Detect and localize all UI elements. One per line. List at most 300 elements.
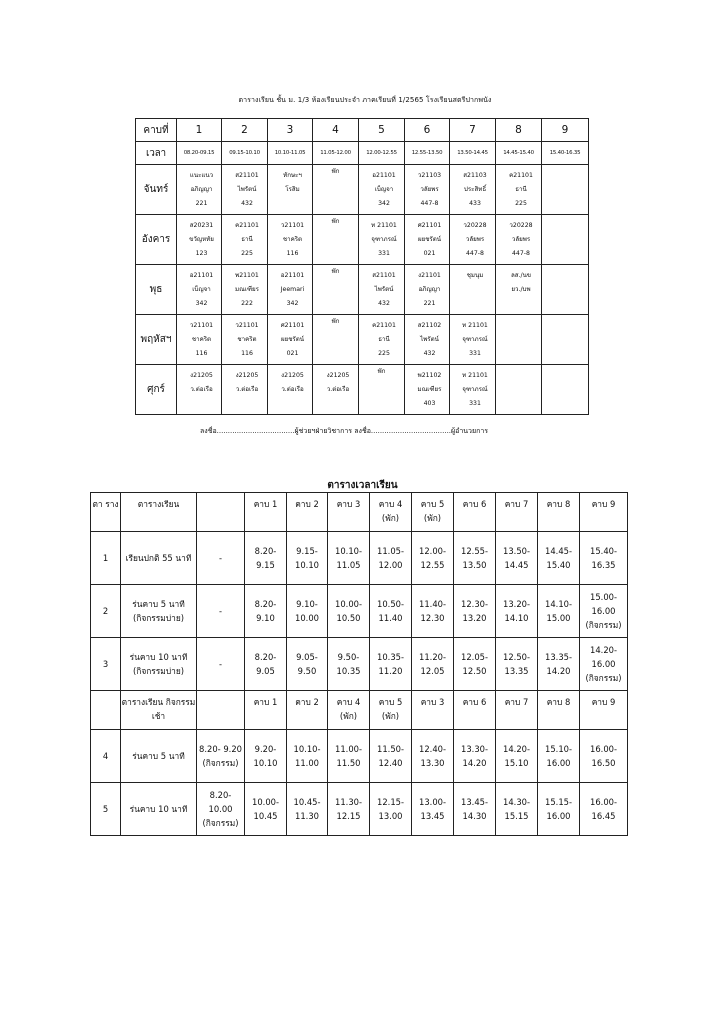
class-cell xyxy=(450,165,496,215)
room-number: 432 xyxy=(423,349,436,357)
period-header: คาบ 4 (พัก) xyxy=(370,493,412,532)
period-time-range: 12.40- 13.30 xyxy=(412,730,454,783)
teacher-name: เบ็ญจา xyxy=(192,285,211,293)
period-time-range: 13.20- 14.10 xyxy=(496,585,538,638)
schedule-type: ร่นคาบ 10 นาที (กิจกรรมบ่าย) xyxy=(121,638,197,691)
class-cell xyxy=(450,315,496,365)
period-time-range: 12.30- 13.20 xyxy=(454,585,496,638)
subject-code: พัก xyxy=(331,318,340,325)
subject-code: พัก xyxy=(331,268,340,275)
period-time: 10.10-11.05 xyxy=(268,142,313,165)
period-label: คาบที่ xyxy=(136,119,177,142)
teacher-name: ธานี xyxy=(241,235,253,243)
period-header: คาบ 7 xyxy=(496,493,538,532)
period-header: คาบ 1 xyxy=(245,493,287,532)
subject-code: ว21101 xyxy=(235,321,259,329)
period-time-range: 14.30- 15.15 xyxy=(496,783,538,836)
teacher-name: Jeemari xyxy=(280,285,305,293)
period-time-range: 9.50- 10.35 xyxy=(328,638,370,691)
teacher-name: วลัยพร xyxy=(465,235,485,243)
schedule-header-row xyxy=(91,493,628,532)
class-cell xyxy=(359,265,405,315)
room-number: 342 xyxy=(286,299,299,307)
subject-code: พัก xyxy=(331,218,340,225)
period-header: คาบ 8 xyxy=(538,691,580,730)
class-cell xyxy=(450,215,496,265)
room-number xyxy=(501,297,541,311)
room-number: 342 xyxy=(195,299,208,307)
period-time-range: 10.45- 11.30 xyxy=(287,783,328,836)
class-cell xyxy=(405,265,450,315)
teacher-name: มณเฑียร xyxy=(417,385,442,393)
class-cell xyxy=(542,315,589,365)
room-number: 225 xyxy=(515,199,527,207)
class-cell xyxy=(496,365,542,415)
subject-code xyxy=(547,219,588,233)
morning-activity-time: - xyxy=(197,532,245,585)
class-cell xyxy=(177,165,222,215)
room-number: 447-8 xyxy=(512,249,530,257)
teacher-name: ว.ต่อเรือ xyxy=(326,385,350,393)
period-number: 9 xyxy=(542,119,589,142)
period-time-range: 12.05- 12.50 xyxy=(454,638,496,691)
subject-code: ง21205 xyxy=(190,371,213,379)
room-number xyxy=(501,347,541,361)
period-time-range: 15.15- 16.00 xyxy=(538,783,580,836)
teacher-name: ธานี xyxy=(378,335,390,343)
period-header: คาบ 3 xyxy=(412,691,454,730)
period-time: 12.55-13.50 xyxy=(405,142,450,165)
subject-code: พ21101 xyxy=(235,271,259,279)
period-number: 8 xyxy=(496,119,542,142)
room-number: 116 xyxy=(195,349,208,357)
room-number: 221 xyxy=(195,199,208,207)
period-number: 3 xyxy=(268,119,313,142)
period-time-range: 9.15- 10.10 xyxy=(287,532,328,585)
teacher-name: ไพรัตน์ xyxy=(420,335,439,343)
class-cell xyxy=(450,365,496,415)
period-time-range: 10.10- 11.05 xyxy=(328,532,370,585)
period-time-range: 9.10- 10.00 xyxy=(287,585,328,638)
subject-code: ง21101 xyxy=(418,271,441,279)
period-time-range: 14.20- 16.00 (กิจกรรม) xyxy=(580,638,628,691)
period-time-range: 12.15- 13.00 xyxy=(370,783,412,836)
subject-code: ทักษะฯ xyxy=(283,171,302,179)
class-cell xyxy=(496,315,542,365)
subject-code: ส21101 xyxy=(235,171,259,179)
class-cell xyxy=(496,165,542,215)
period-header: คาบ 7 xyxy=(496,691,538,730)
schedule-type: เรียนปกติ 55 นาที xyxy=(121,532,197,585)
room-number xyxy=(313,343,358,357)
teacher-name: ว.ต่อเรือ xyxy=(281,385,304,393)
signature-line: ลงชื่อ...................................ผู้ช่วยฯฝ่ายวิชาการ ลงชื่อ....................................ผู้อำนวยการ xyxy=(200,427,489,435)
room-number xyxy=(501,397,541,411)
schedule-no-header: ตา ราง xyxy=(91,493,121,532)
room-number xyxy=(273,197,312,211)
teacher-name xyxy=(313,279,358,293)
teacher-name xyxy=(547,283,588,297)
teacher-name: ชาคริต xyxy=(237,335,257,343)
room-number xyxy=(313,243,358,257)
teacher-name: จุฑาภรณ์ xyxy=(371,235,397,243)
teacher-name: ไพรัตน์ xyxy=(374,285,394,293)
schedule-type-header: ตารางเรียน xyxy=(121,493,197,532)
room-number: 221 xyxy=(423,299,436,307)
class-cell xyxy=(542,265,589,315)
subject-code xyxy=(501,319,541,333)
room-number xyxy=(547,347,588,361)
class-cell xyxy=(496,215,542,265)
class-cell xyxy=(177,365,222,415)
subject-code xyxy=(547,269,588,283)
room-number: 123 xyxy=(195,249,208,257)
blank-cell xyxy=(91,691,121,730)
subject-code: อ21101 xyxy=(280,271,305,279)
teacher-name: ชาคริต xyxy=(191,335,212,343)
period-time-range: 14.20- 15.10 xyxy=(496,730,538,783)
room-number: 403 xyxy=(423,399,436,407)
subject-code: พัก xyxy=(377,368,386,375)
period-number: 7 xyxy=(450,119,496,142)
room-number: 342 xyxy=(378,199,390,207)
schedule-row xyxy=(91,532,628,585)
period-time: 12.00-12.55 xyxy=(359,142,405,165)
period-time-range: 11.30- 12.15 xyxy=(328,783,370,836)
period-time-range: 9.20- 10.10 xyxy=(245,730,287,783)
teacher-name: มณเฑียร xyxy=(234,285,260,293)
room-number: 433 xyxy=(469,199,481,207)
subject-code: ง21205 xyxy=(326,371,350,379)
period-number: 1 xyxy=(177,119,222,142)
schedule-type: ร่นคาบ 10 นาที xyxy=(121,783,197,836)
schedule-type-header: ตารางเรียน กิจกรรมเช้า xyxy=(121,691,197,730)
room-number xyxy=(547,297,588,311)
class-cell xyxy=(222,365,268,415)
subject-code: ท 21101 xyxy=(462,321,488,329)
class-cell xyxy=(405,315,450,365)
day-name: อังคาร xyxy=(136,215,177,265)
subject-code: ส21102 xyxy=(417,321,442,329)
subject-code: อ21101 xyxy=(189,271,214,279)
period-time-range: 13.30- 14.20 xyxy=(454,730,496,783)
day-name: ศุกร์ xyxy=(136,365,177,415)
class-timetable xyxy=(135,118,589,415)
period-header: คาบ 2 xyxy=(287,493,328,532)
blank-cell xyxy=(197,691,245,730)
teacher-name: ผยชรัตน์ xyxy=(280,335,305,343)
period-time-range: 8.20- 9.05 xyxy=(245,638,287,691)
schedule-number: 5 xyxy=(91,783,121,836)
subject-code: ส21101 xyxy=(372,271,396,279)
subject-code: พ21102 xyxy=(417,371,442,379)
time-row xyxy=(136,142,589,165)
teacher-name xyxy=(547,183,588,197)
class-cell xyxy=(313,265,359,315)
period-time: 13.50-14.45 xyxy=(450,142,496,165)
teacher-name xyxy=(501,333,541,347)
class-cell xyxy=(405,165,450,215)
period-time-range: 8.20- 9.10 xyxy=(245,585,287,638)
day-row xyxy=(136,165,589,215)
subject-code: ลส./นข xyxy=(510,271,532,279)
period-time: 08.20-09.15 xyxy=(177,142,222,165)
schedule-number: 2 xyxy=(91,585,121,638)
room-number xyxy=(359,393,404,407)
period-time-range: 8.20- 9.15 xyxy=(245,532,287,585)
subject-code: ท 21101 xyxy=(462,371,488,379)
room-number xyxy=(455,297,495,311)
period-header: คาบ 5 (พัก) xyxy=(370,691,412,730)
period-header: คาบ 6 xyxy=(454,493,496,532)
teacher-name xyxy=(547,383,588,397)
day-row xyxy=(136,215,589,265)
period-header: คาบ 8 xyxy=(538,493,580,532)
period-number: 4 xyxy=(313,119,359,142)
teacher-name: วลัยพร xyxy=(511,235,531,243)
class-cell xyxy=(313,165,359,215)
room-number: 447-8 xyxy=(466,249,484,257)
class-cell xyxy=(405,215,450,265)
room-number: 225 xyxy=(241,249,253,257)
subject-code: ว20228 xyxy=(463,221,487,229)
class-cell xyxy=(313,365,359,415)
teacher-name: ไพรัตน์ xyxy=(237,185,257,193)
teacher-name: ชาคริต xyxy=(282,235,303,243)
room-number: 021 xyxy=(423,249,436,257)
period-time-range: 10.00- 10.50 xyxy=(328,585,370,638)
period-header: คาบ 9 xyxy=(580,691,628,730)
room-number: 116 xyxy=(241,349,253,357)
class-cell xyxy=(359,215,405,265)
room-number xyxy=(547,247,588,261)
period-time: 14.45-15.40 xyxy=(496,142,542,165)
teacher-name xyxy=(455,283,495,297)
day-row xyxy=(136,265,589,315)
room-number: 116 xyxy=(286,249,299,257)
subject-code: ศ21101 xyxy=(417,221,442,229)
period-time-range: 12.50- 13.35 xyxy=(496,638,538,691)
schedule-number: 3 xyxy=(91,638,121,691)
teacher-name: อภิญญา xyxy=(190,185,213,193)
day-row xyxy=(136,315,589,365)
schedule-row xyxy=(91,638,628,691)
room-number: 432 xyxy=(378,299,390,307)
teacher-name xyxy=(547,233,588,247)
period-time-range: 10.00- 10.45 xyxy=(245,783,287,836)
day-name: พุธ xyxy=(136,265,177,315)
teacher-name: ว.ต่อเรือ xyxy=(190,385,213,393)
schedule-row xyxy=(91,783,628,836)
room-number xyxy=(547,397,588,411)
period-time: 15.40-16.35 xyxy=(542,142,589,165)
room-number: 021 xyxy=(286,349,299,357)
room-number xyxy=(313,293,358,307)
period-time-range: 15.10- 16.00 xyxy=(538,730,580,783)
period-time-range: 10.50- 11.40 xyxy=(370,585,412,638)
day-name: จันทร์ xyxy=(136,165,177,215)
period-time-range: 11.40- 12.30 xyxy=(412,585,454,638)
room-number: 331 xyxy=(378,249,390,257)
subject-code: ว21101 xyxy=(280,221,305,229)
schedule-type: ร่นคาบ 5 นาที xyxy=(121,730,197,783)
period-time-range: 12.00- 12.55 xyxy=(412,532,454,585)
teacher-name: ธานี xyxy=(515,185,527,193)
period-time-range: 13.35- 14.20 xyxy=(538,638,580,691)
morning-activity-time: 8.20- 10.00 (กิจกรรม) xyxy=(197,783,245,836)
class-cell xyxy=(222,165,268,215)
subject-code xyxy=(547,169,588,183)
teacher-name: โรสิม xyxy=(285,185,300,193)
class-cell xyxy=(222,215,268,265)
class-cell xyxy=(542,365,589,415)
class-cell xyxy=(268,165,313,215)
teacher-name xyxy=(501,383,541,397)
period-time-range: 9.05- 9.50 xyxy=(287,638,328,691)
day-row xyxy=(136,365,589,415)
room-number: 225 xyxy=(378,349,390,357)
period-time: 11.05-12.00 xyxy=(313,142,359,165)
schedule-type: ร่นคาบ 5 นาที (กิจกรรมบ่าย) xyxy=(121,585,197,638)
period-time-range: 12.55- 13.50 xyxy=(454,532,496,585)
room-number: 331 xyxy=(469,349,481,357)
subject-code xyxy=(547,369,588,383)
subject-code: ง21205 xyxy=(281,371,304,379)
room-number xyxy=(313,193,358,207)
period-time-range: 16.00- 16.45 xyxy=(580,783,628,836)
teacher-name: เบ็ญจา xyxy=(374,185,394,193)
subject-code: ง21205 xyxy=(235,371,259,379)
schedule-row xyxy=(91,585,628,638)
class-cell xyxy=(313,315,359,365)
period-header: คาบ 2 xyxy=(287,691,328,730)
period-time-range: 14.45- 15.40 xyxy=(538,532,580,585)
room-number xyxy=(273,397,312,411)
class-cell xyxy=(177,315,222,365)
period-time-range: 15.40- 16.35 xyxy=(580,532,628,585)
period-header: คาบ 9 xyxy=(580,493,628,532)
subject-code: พัก xyxy=(331,168,340,175)
schedule-number: 1 xyxy=(91,532,121,585)
room-number xyxy=(547,197,588,211)
class-cell xyxy=(222,265,268,315)
class-cell xyxy=(542,215,589,265)
class-cell xyxy=(542,165,589,215)
class-cell xyxy=(313,215,359,265)
subject-code: ว21103 xyxy=(417,171,442,179)
period-header: คาบ 3 xyxy=(328,493,370,532)
subject-code: ศ21101 xyxy=(280,321,305,329)
period-time-range: 11.05- 12.00 xyxy=(370,532,412,585)
teacher-name: ยว./บพ xyxy=(511,285,531,293)
period-time-range: 14.10- 15.00 xyxy=(538,585,580,638)
class-cell xyxy=(359,315,405,365)
time-label: เวลา xyxy=(136,142,177,165)
period-number: 5 xyxy=(359,119,405,142)
subject-code: ค21101 xyxy=(372,321,396,329)
teacher-name: ประสิทธิ์ xyxy=(463,185,487,193)
subject-code: ค21101 xyxy=(235,221,259,229)
teacher-name: จุฑาภรณ์ xyxy=(462,335,488,343)
period-time-range: 13.50- 14.45 xyxy=(496,532,538,585)
schedule-row xyxy=(91,730,628,783)
teacher-name: วลัยพร xyxy=(420,185,439,193)
period-header-row xyxy=(136,119,589,142)
timetable2-title: ตารางเวลาเรียน xyxy=(327,480,398,491)
subject-code: แนะแนว xyxy=(189,171,214,179)
subject-code: ท 21101 xyxy=(371,221,397,229)
teacher-name xyxy=(547,333,588,347)
period-header: คาบ 6 xyxy=(454,691,496,730)
room-number xyxy=(227,397,267,411)
period-header: คาบ 5 (พัก) xyxy=(412,493,454,532)
period-time-range: 11.20- 12.05 xyxy=(412,638,454,691)
morning-schedule-header-row xyxy=(91,691,628,730)
room-number: 331 xyxy=(469,399,481,407)
subject-code xyxy=(547,319,588,333)
class-cell xyxy=(268,315,313,365)
teacher-name: จุฑาภรณ์ xyxy=(462,385,488,393)
period-time-range: 15.00- 16.00 (กิจกรรม) xyxy=(580,585,628,638)
period-time-range: 13.00- 13.45 xyxy=(412,783,454,836)
period-time-range: 10.10- 11.00 xyxy=(287,730,328,783)
teacher-name xyxy=(313,229,358,243)
morning-activity-time: 8.20- 9.20 (กิจกรรม) xyxy=(197,730,245,783)
period-header: คาบ 4 (พัก) xyxy=(328,691,370,730)
timetable1-title: ตารางเรียน ชั้น ม. 1/3 ห้องเรียนประจำ ภาคเรียนที่ 1/2565 โรงเรียนสตรีปากพนัง xyxy=(238,96,492,104)
period-time-range: 10.35- 11.20 xyxy=(370,638,412,691)
subject-code: ว21101 xyxy=(189,321,214,329)
class-cell xyxy=(496,265,542,315)
period-time-range: 11.00- 11.50 xyxy=(328,730,370,783)
subject-code: อ21101 xyxy=(372,171,396,179)
class-cell xyxy=(405,365,450,415)
bell-schedule-table xyxy=(90,492,628,836)
teacher-name: ขวัญหทัย xyxy=(189,235,214,243)
period-time: 09.15-10.10 xyxy=(222,142,268,165)
class-cell xyxy=(359,165,405,215)
room-number: 222 xyxy=(241,299,253,307)
teacher-name xyxy=(313,329,358,343)
day-name: พฤหัสฯ xyxy=(136,315,177,365)
class-cell xyxy=(450,265,496,315)
period-time-range: 13.45- 14.30 xyxy=(454,783,496,836)
morning-activity-time: - xyxy=(197,638,245,691)
room-number xyxy=(318,397,358,411)
class-cell xyxy=(177,215,222,265)
teacher-name xyxy=(359,379,404,393)
class-cell xyxy=(222,315,268,365)
subject-code: ส21103 xyxy=(463,171,487,179)
subject-code: ว20228 xyxy=(509,221,533,229)
room-number: 432 xyxy=(241,199,253,207)
subject-code: ชุมนุม xyxy=(466,271,484,279)
class-cell xyxy=(268,265,313,315)
period-number: 6 xyxy=(405,119,450,142)
teacher-name: ว.ต่อเรือ xyxy=(235,385,259,393)
class-cell xyxy=(268,365,313,415)
period-header: คาบ 1 xyxy=(245,691,287,730)
schedule-number: 4 xyxy=(91,730,121,783)
period-time-range: 16.00- 16.50 xyxy=(580,730,628,783)
teacher-name xyxy=(313,179,358,193)
class-cell xyxy=(268,215,313,265)
room-number xyxy=(182,397,221,411)
subject-code xyxy=(501,369,541,383)
teacher-name: ผยชรัตน์ xyxy=(417,235,442,243)
teacher-name: อภิญญา xyxy=(418,285,441,293)
class-cell xyxy=(359,365,405,415)
